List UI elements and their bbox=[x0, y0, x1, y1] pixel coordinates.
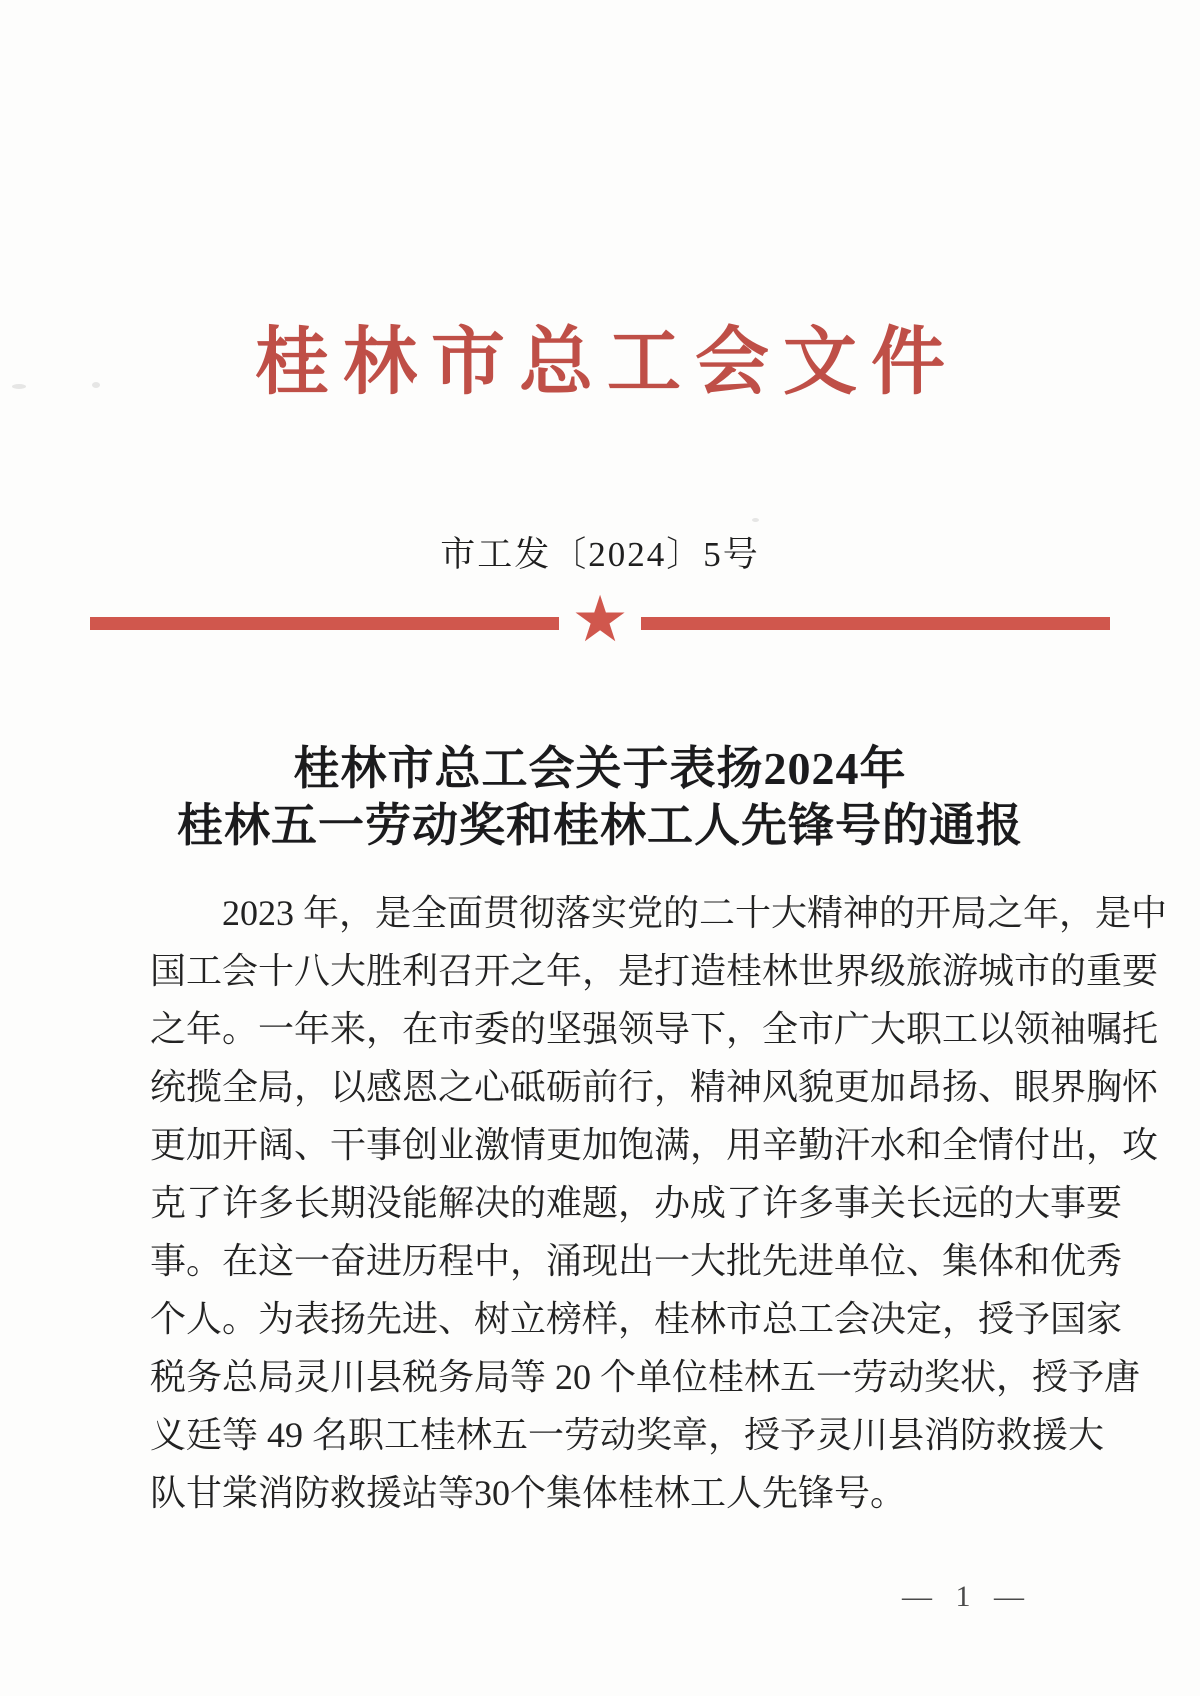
page-number: — 1 — bbox=[902, 1580, 1032, 1613]
body-line: 之年。一年来，在市委的坚强领导下，全市广大职工以领袖嘱托 bbox=[150, 1009, 1159, 1049]
document-number: 市工发〔2024〕5号 bbox=[440, 535, 760, 574]
notice-title bbox=[0, 740, 1200, 854]
notice-title-line-1: 桂林市总工会关于表扬2024年 bbox=[293, 743, 907, 795]
body-line: 2023 年，是全面贯彻落实党的二十大精神的开局之年，是中 bbox=[222, 893, 1168, 933]
body-line: 税务总局灵川县税务局等 20 个单位桂林五一劳动奖状，授予唐 bbox=[150, 1357, 1141, 1397]
body-line: 队甘棠消防救援站等30个集体桂林工人先锋号。 bbox=[150, 1473, 907, 1513]
scan-speck bbox=[752, 518, 759, 522]
divider-line-left bbox=[90, 617, 559, 630]
body-line: 义廷等 49 名职工桂林五一劳动奖章，授予灵川县消防救援大 bbox=[150, 1415, 1105, 1455]
red-star-icon: ★ bbox=[571, 583, 629, 657]
body-line: 统揽全局，以感恩之心砥砺前行，精神风貌更加昂扬、眼界胸怀 bbox=[150, 1067, 1159, 1107]
body-line: 个人。为表扬先进、树立榜样，桂林市总工会决定，授予国家 bbox=[150, 1299, 1123, 1339]
body-line: 更加开阔、干事创业激情更加饱满，用辛勤汗水和全情付出，攻 bbox=[150, 1125, 1159, 1165]
body-line: 克了许多长期没能解决的难题，办成了许多事关长远的大事要 bbox=[150, 1183, 1123, 1223]
red-divider bbox=[90, 583, 1110, 658]
notice-title-line-2: 桂林五一劳动奖和桂林工人先锋号的通报 bbox=[177, 800, 1023, 852]
body-paragraph bbox=[150, 884, 1168, 1522]
divider-line-right bbox=[641, 617, 1110, 630]
letterhead-title: 桂林市总工会文件 bbox=[255, 321, 959, 404]
body-line: 国工会十八大胜利召开之年，是打造桂林世界级旅游城市的重要 bbox=[150, 951, 1159, 991]
body-line: 事。在这一奋进历程中，涌现出一大批先进单位、集体和优秀 bbox=[150, 1241, 1123, 1281]
